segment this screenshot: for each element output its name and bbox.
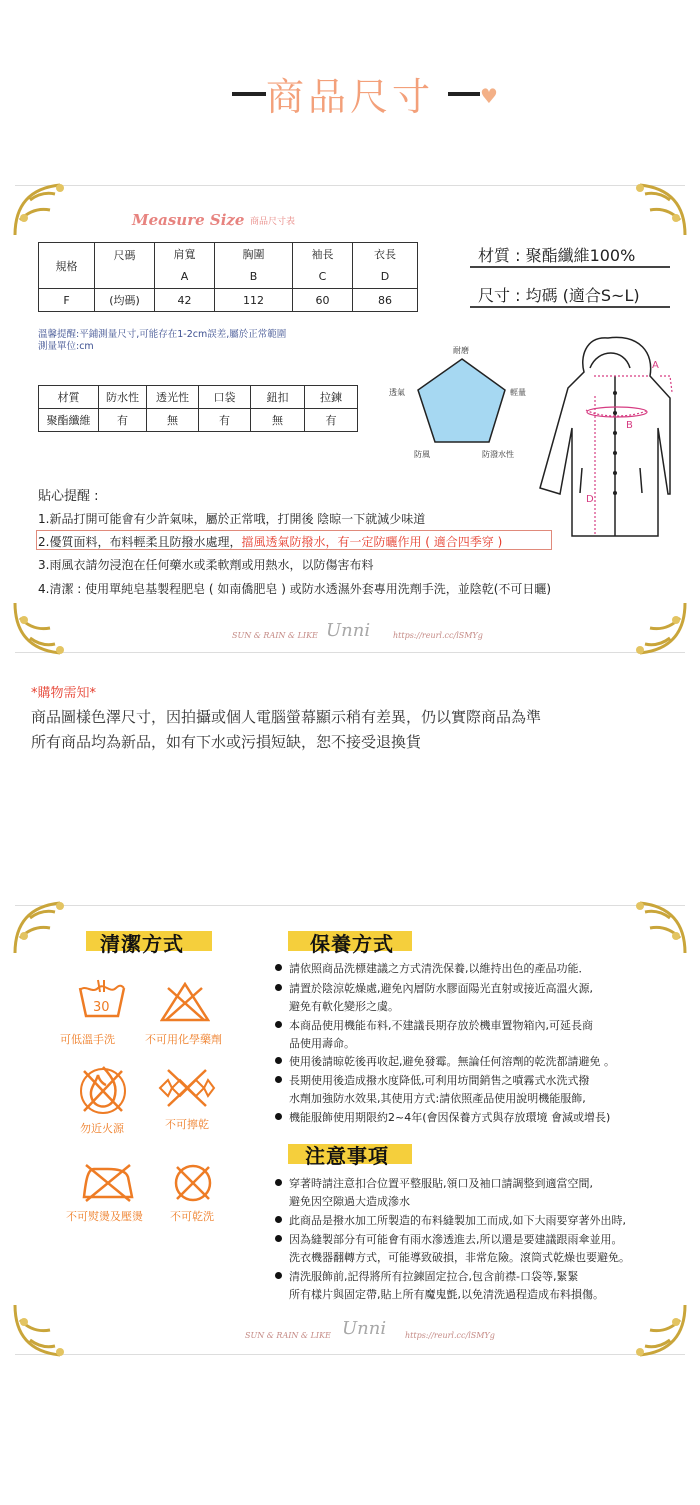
table-row xyxy=(39,289,418,312)
size-table xyxy=(38,242,418,312)
caution-item: 因為縫製部分有可能會有雨水滲透進去,所以還是要建議跟雨傘並用。 xyxy=(289,1233,623,1246)
spec-divider xyxy=(470,266,670,268)
table-cell: A xyxy=(155,266,215,289)
table-cell: 86 xyxy=(353,289,418,312)
table-cell: 無 xyxy=(147,409,199,432)
table-cell: 112 xyxy=(215,289,293,312)
measure-note: 溫馨提醒:平鋪測量尺寸,可能存在1-2cm誤差,屬於正常範圍 xyxy=(38,329,287,340)
table-cell: 拉鍊 xyxy=(305,386,358,409)
no-iron-icon xyxy=(78,1163,138,1203)
bullet-dot xyxy=(275,1076,282,1083)
tips-heading: 貼心提醒 : xyxy=(38,489,99,504)
title-right-rule xyxy=(448,92,480,96)
bullet-dot xyxy=(275,1179,282,1186)
maintenance-item: 長期使用後造成撥水度降低,可利用坊間銷售之噴霧式水洗式撥 xyxy=(289,1074,590,1087)
ornament-top-left-icon xyxy=(10,180,80,240)
bullet-dot xyxy=(275,1113,282,1120)
table-cell: 胸圍 xyxy=(215,243,293,266)
no-wring-icon xyxy=(158,1068,216,1108)
table-cell: (均碼) xyxy=(95,289,155,312)
table-cell: 透光性 xyxy=(147,386,199,409)
table-cell: 鈕扣 xyxy=(251,386,305,409)
maintenance-item: 避免有軟化變形之虞。 xyxy=(289,1000,399,1013)
ornament-top-left-icon xyxy=(10,898,80,958)
bullet-dot xyxy=(275,1272,282,1279)
wash-label: 可低溫手洗 xyxy=(60,1033,115,1046)
brand-tagline: SUN & RAIN & LIKE xyxy=(245,1331,331,1340)
table-cell: 有 xyxy=(305,409,358,432)
radar-label-right: 輕量 xyxy=(510,388,526,397)
diagram-label-a: A xyxy=(652,360,659,371)
table-cell: 60 xyxy=(293,289,353,312)
tip-1: 1.新品打開可能會有少許氣味，屬於正常哦，打開後 陰晾一下就減少味道 xyxy=(38,512,426,526)
ornament-top-right-icon xyxy=(620,180,690,240)
cleaning-title: 清潔方式 xyxy=(100,932,184,956)
caution-title: 注意事項 xyxy=(305,1144,389,1168)
spec-size: 尺寸 : 均碼 (適合S~L) xyxy=(478,286,640,305)
caution-item: 此商品是撥水加工所製造的布料縫製加工而成,如下大雨要穿著外出時, xyxy=(289,1214,626,1227)
ornament-top-right-icon xyxy=(620,898,690,958)
bullet-dot xyxy=(275,1235,282,1242)
dryclean-label: 不可乾洗 xyxy=(170,1210,214,1223)
table-cell: 無 xyxy=(251,409,305,432)
tip-2-text: 2.優質面料，布料輕柔且防撥水處理， xyxy=(38,535,242,549)
raincoat-diagram-icon xyxy=(520,328,675,546)
wash-temperature: 30 xyxy=(93,1000,110,1015)
table-cell: 口袋 xyxy=(199,386,251,409)
notice-line-2: 所有商品均為新品，如有下水或污損短缺，恕不接受退換貨 xyxy=(31,733,422,751)
no-bleach-icon xyxy=(160,982,210,1022)
radar-label-bottom-right: 防潑水性 xyxy=(482,450,514,459)
tip-4: 4.清潔 : 使用單純皂基製程肥皂 ( 如南僑肥皂 ) 或防水透濕外套專用洗劑手洗，並陰乾(不可日曬) xyxy=(38,582,552,596)
table-cell: D xyxy=(353,266,418,289)
caution-item: 洗衣機器翻轉方式，可能導致破損，非常危險。滾筒式乾燥也要避免。 xyxy=(289,1251,630,1264)
caution-item: 穿著時請注意扣合位置平整服貼,領口及袖口請調整到適當空間, xyxy=(289,1177,593,1190)
maintenance-item: 水劑加強防水效果,其使用方式:請依照產品使用說明機能服飾, xyxy=(289,1092,586,1105)
tip-2-highlight: 擋風透氣防撥水，有一定防曬作用 ( 適合四季穿 ) xyxy=(241,535,503,549)
caution-item: 避免因空隙過大造成滲水 xyxy=(289,1195,410,1208)
maintenance-title: 保養方式 xyxy=(310,932,394,956)
brand-tagline: SUN & RAIN & LIKE xyxy=(232,631,318,640)
table-cell: 衣長 xyxy=(353,243,418,266)
table-row xyxy=(39,409,358,432)
maintenance-item: 品使用壽命。 xyxy=(289,1037,355,1050)
notice-line-1: 商品圖樣色澤尺寸，因拍攝或個人電腦螢幕顯示稍有差異，仍以實際商品為準 xyxy=(31,708,542,726)
table-cell: F xyxy=(39,289,95,312)
radar-label-bottom-left: 防風 xyxy=(414,450,430,459)
tip-3: 3.雨風衣請勿浸泡在任何藥水或柔軟劑或用熱水，以防傷害布料 xyxy=(38,558,374,572)
feature-radar xyxy=(372,342,542,462)
table-cell: 42 xyxy=(155,289,215,312)
bullet-dot xyxy=(275,1216,282,1223)
page-title: 商品尺寸 xyxy=(265,75,434,119)
bleach-label: 不可用化學藥劑 xyxy=(145,1033,222,1046)
material-table xyxy=(38,385,358,432)
tip-2 xyxy=(38,533,502,550)
maintenance-item: 請依照商品洗標建議之方式清洗保養,以維持出色的產品功能． xyxy=(289,962,590,975)
table-cell: 有 xyxy=(199,409,251,432)
bullet-dot xyxy=(275,964,282,971)
bullet-dot xyxy=(275,1057,282,1064)
table-cell: C xyxy=(293,266,353,289)
table-cell: 規格 xyxy=(39,243,95,289)
ornament-bottom-left-icon xyxy=(10,598,80,658)
table-cell: 有 xyxy=(99,409,147,432)
caution-item: 清洗服飾前,記得將所有拉鍊固定拉合,包含前襟-口袋等,緊緊 xyxy=(289,1270,579,1283)
ornament-bottom-left-icon xyxy=(10,1300,80,1360)
maintenance-item: 請置於陰涼乾燥處,避免內層防水膠面陽光直射或接近高溫火源, xyxy=(289,982,593,995)
brand-url: https://reurl.cc/lSMYg xyxy=(405,1331,495,1340)
table-cell: 尺碼 xyxy=(95,243,155,289)
heart-icon: ♥ xyxy=(480,84,498,108)
ornament-bottom-right-icon xyxy=(620,598,690,658)
table-cell: 防水性 xyxy=(99,386,147,409)
ornament-bottom-right-icon xyxy=(620,1300,690,1360)
spec-material: 材質 : 聚酯纖維100% xyxy=(478,246,636,265)
notice-heading: *購物需知* xyxy=(31,686,97,701)
measure-size-subtitle: 商品尺寸表 xyxy=(250,217,296,227)
diagram-label-b: B xyxy=(626,420,633,431)
table-cell: B xyxy=(215,266,293,289)
wring-label: 不可擰乾 xyxy=(165,1118,209,1131)
caution-item: 所有樣片與固定帶,貼上所有魔鬼氈,以免清洗過程造成布料損傷。 xyxy=(289,1288,604,1301)
hand-wash-30-icon xyxy=(78,978,126,1020)
bullet-dot xyxy=(275,984,282,991)
table-cell: 肩寬 xyxy=(155,243,215,266)
measure-unit-note: 測量單位:cm xyxy=(38,341,94,352)
no-dryclean-icon xyxy=(173,1163,213,1203)
brand-url: https://reurl.cc/lSMYg xyxy=(393,631,483,640)
radar-label-left: 透氣 xyxy=(389,388,405,397)
maintenance-item: 使用後請晾乾後再收起,避免發霉。無論任何溶劑的乾洗都請避免 。 xyxy=(289,1055,615,1068)
radar-label-top: 耐磨 xyxy=(453,346,469,355)
no-heat-icon xyxy=(78,1063,128,1115)
table-cell: 袖長 xyxy=(293,243,353,266)
heat-label: 勿近火源 xyxy=(80,1122,124,1135)
table-cell: 聚酯纖維 xyxy=(39,409,99,432)
diagram-label-d: D xyxy=(586,494,594,505)
maintenance-item: 本商品使用機能布料,不建議長期存放於機車置物箱內,可延長商 xyxy=(289,1019,593,1032)
table-row xyxy=(39,243,418,266)
brand-logo: Unni xyxy=(342,1318,387,1339)
iron-label: 不可熨燙及壓燙 xyxy=(66,1210,143,1223)
brand-logo: Unni xyxy=(326,620,371,641)
bullet-dot xyxy=(275,1021,282,1028)
spec-divider xyxy=(470,306,670,308)
measure-size-title: Measure Size xyxy=(132,211,245,229)
maintenance-item: 機能服飾使用期限約2~4年(會因保養方式與存放環境 會減或增長) xyxy=(289,1111,611,1124)
table-row xyxy=(39,386,358,409)
table-cell: 材質 xyxy=(39,386,99,409)
